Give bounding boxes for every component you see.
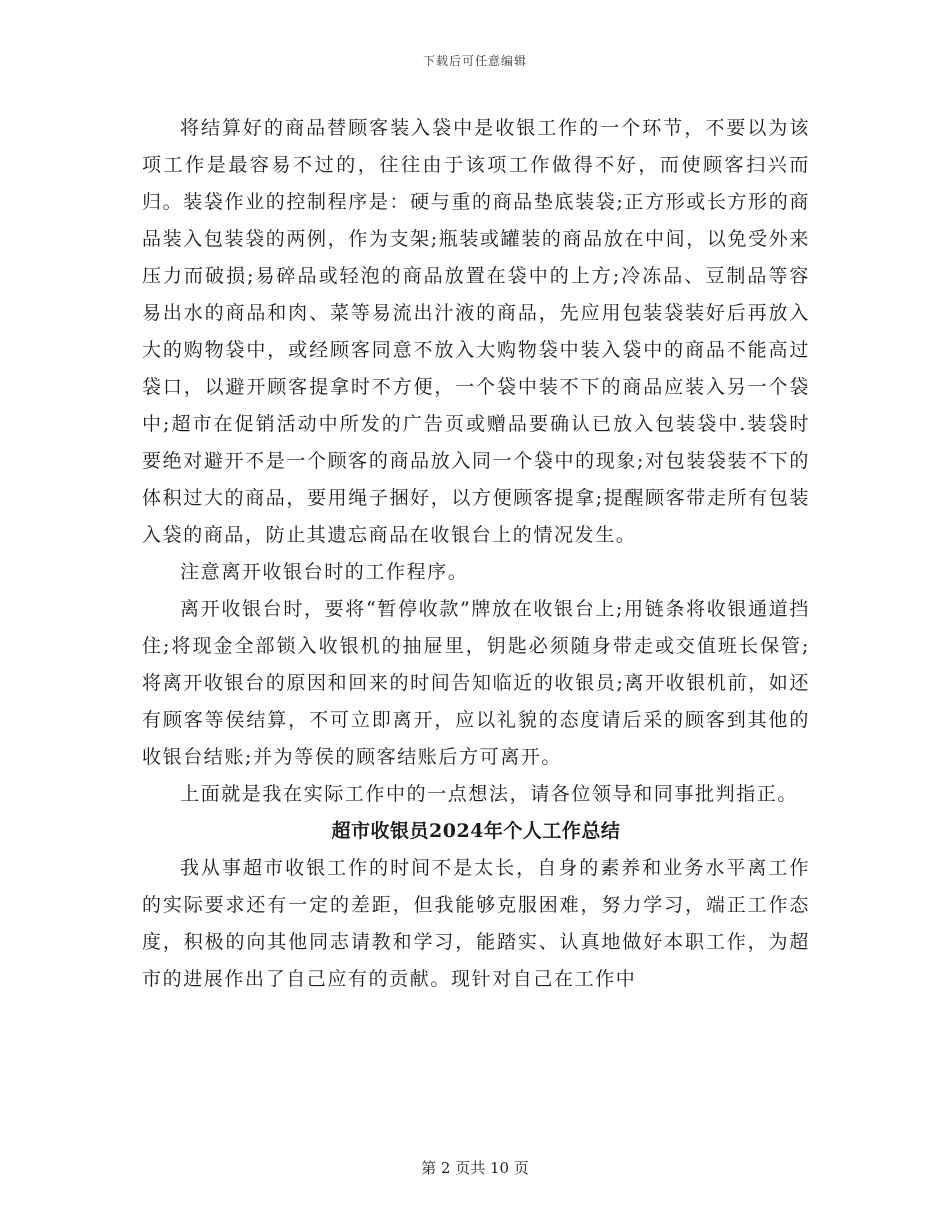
document-body — [142, 110, 810, 998]
paragraph-section-intro: 我从事超市收银工作的时间不是太长，自身的素养和业务水平离工作的实际要求还有一定的差距，但我能够克服困难，努力学习，端正工作态度，积极的向其他同志请教和学习，能踏实、认真地做好本职工作，为超市的进展作出了自己应有的贡献。现针对自己在工作中 — [142, 857, 810, 990]
paragraph-closing-remark: 上面就是我在实际工作中的一点想法，请各位领导和同事批判指正。 — [180, 783, 799, 805]
paragraph-bagging-procedure: 将结算好的商品替顾客装入袋中是收银工作的一个环节，不要以为该项工作是最容易不过的，往往由于该项工作做得不好，而使顾客扫兴而归。装袋作业的控制程序是：硬与重的商品垫底装袋;正方形或长方形的商品装入包装袋的两例，作为支架;瓶装或罐装的商品放在中间，以免受外来压力而破损;易碎品或轻泡的商品放置在袋中的上方;冷冻品、豆制品等容易出水的商品和肉、菜等易流出汁液的商品，先应用包装袋装好后再放入大的购物袋中，或经顾客同意不放入大购物袋中装入袋中的商品不能高过袋口，以避开顾客提拿时不方便，一个袋中装不下的商品应装入另一个袋中;超市在促销活动中所发的广告页或赠品要确认已放入包装袋中.装袋时要绝对避开不是一个顾客的商品放入同一个袋中的现象;对包装袋装不下的体积过大的商品，要用绳子捆好，以方便顾客提拿;提醒顾客带走所有包装入袋的商品，防止其遗忘商品在收银台上的情况发生。 — [142, 117, 810, 546]
page-header-note: 下载后可任意编辑 — [422, 54, 527, 68]
section-title: 超市收银员2024年个人工作总结 — [331, 820, 621, 842]
paragraph-leaving-checkout-steps: 离开收银台时，要将“暂停收款”牌放在收银台上;用链条将收银通道挡住;将现金全部锁入收银机的抽屉里，钥匙必须随身带走或交值班长保管;将离开收银台的原因和回来的时间告知临近的收银员;离开收银机前，如还有顾客等侯结算，不可立即离开，应以礼貌的态度请后采的顾客到其他的收银台结账;并为等侯的顾客结账后方可离开。 — [142, 598, 810, 768]
page-number: 第 2 页共 10 页 — [421, 1159, 529, 1177]
paragraph-leaving-checkout-heading: 注意离开收银台时的工作程序。 — [180, 561, 469, 583]
